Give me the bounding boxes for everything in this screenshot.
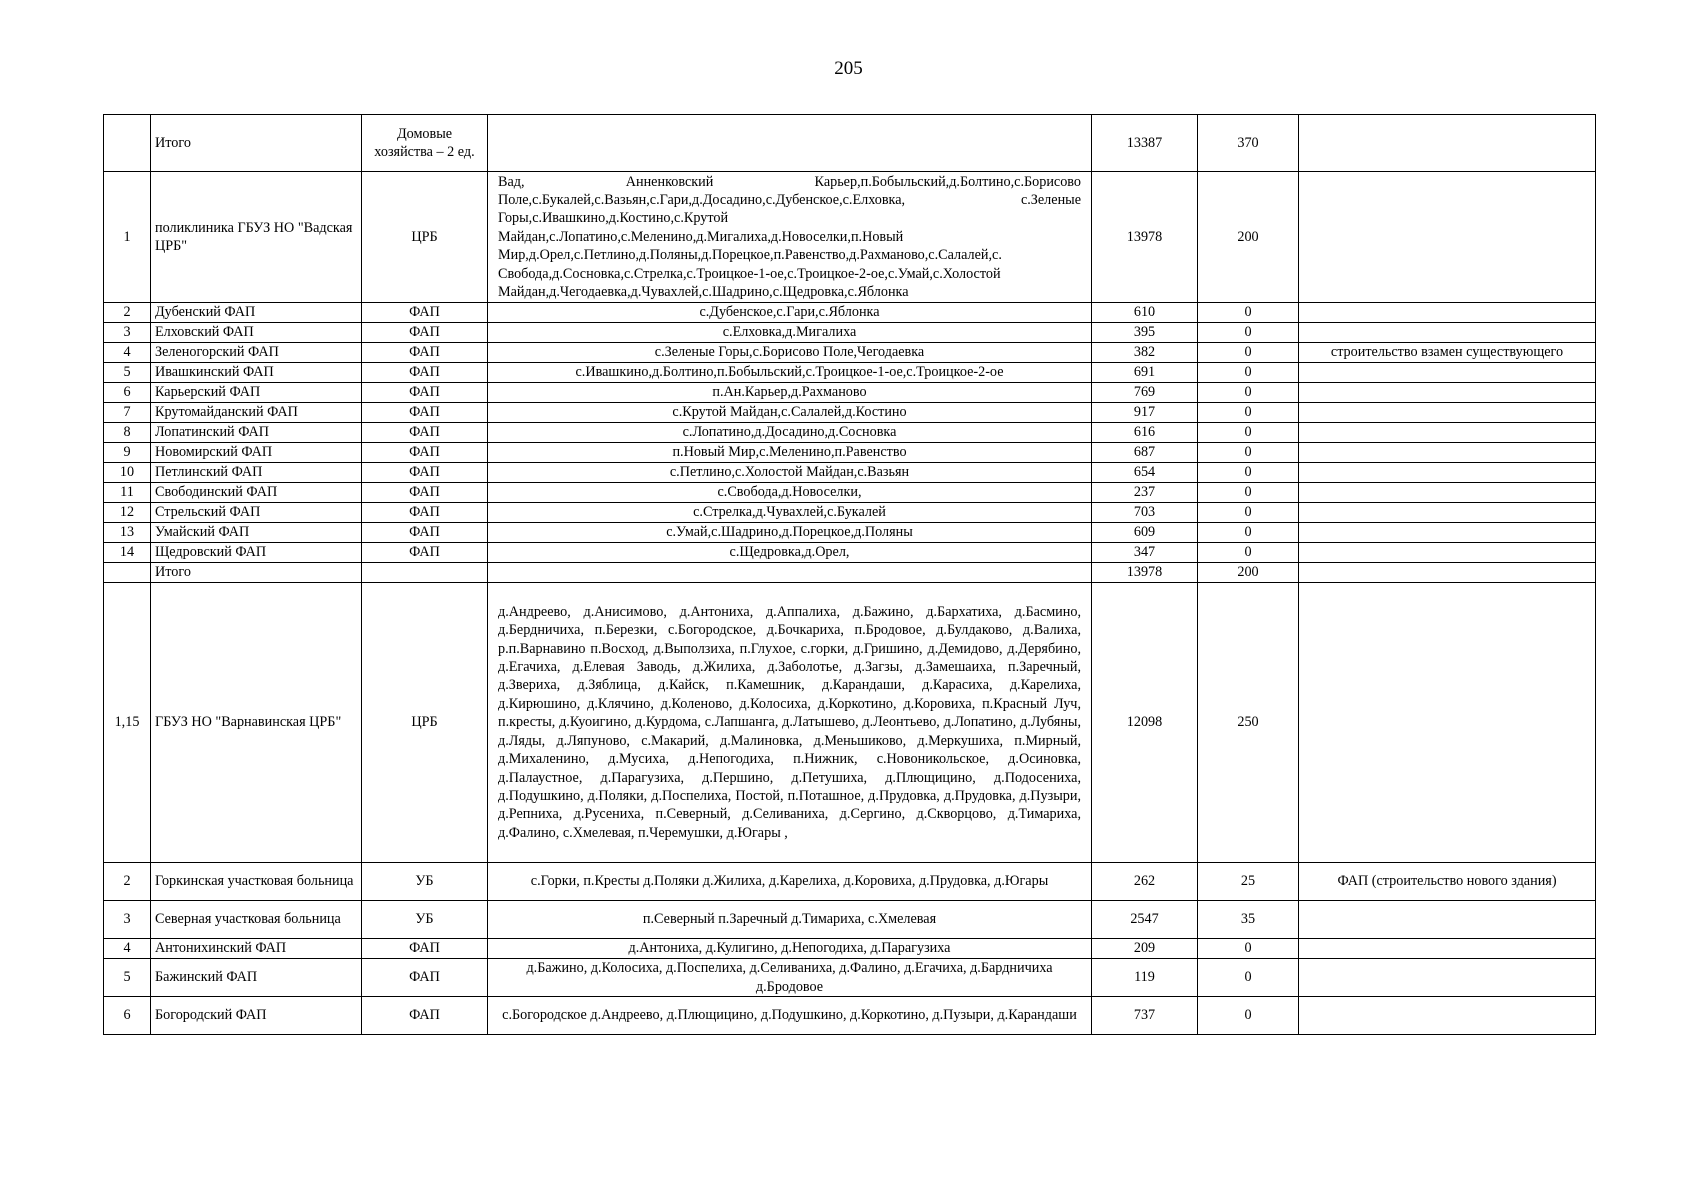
distance-value: 0 [1198, 423, 1299, 443]
facility-name: Дубенский ФАП [151, 303, 362, 323]
villages-list: п.Ан.Карьер,д.Рахманово [488, 383, 1092, 403]
distance-value: 0 [1198, 363, 1299, 383]
population-value: 12098 [1092, 583, 1198, 863]
population-value: 209 [1092, 939, 1198, 959]
distance-value: 0 [1198, 959, 1299, 997]
row-number: 5 [104, 363, 151, 383]
facility-name: Петлинский ФАП [151, 463, 362, 483]
table-row [104, 863, 1596, 901]
facility-name: Горкинская участковая больница [151, 863, 362, 901]
facility-name: Елховский ФАП [151, 323, 362, 343]
table-row [104, 563, 1596, 583]
note-text: строительство взамен существующего [1299, 343, 1596, 363]
row-number: 9 [104, 443, 151, 463]
population-value: 119 [1092, 959, 1198, 997]
facility-name: Зеленогорский ФАП [151, 343, 362, 363]
table-row [104, 939, 1596, 959]
population-value: 382 [1092, 343, 1198, 363]
population-value: 13978 [1092, 563, 1198, 583]
note-text [1299, 443, 1596, 463]
facility-type: ФАП [362, 997, 488, 1035]
distance-value: 35 [1198, 901, 1299, 939]
facility-name: Свободинский ФАП [151, 483, 362, 503]
distance-value: 0 [1198, 997, 1299, 1035]
villages-list: с.Лопатино,д.Досадино,д.Сосновка [488, 423, 1092, 443]
note-text [1299, 997, 1596, 1035]
facility-type: ФАП [362, 543, 488, 563]
distance-value: 0 [1198, 523, 1299, 543]
facility-name: Ивашкинский ФАП [151, 363, 362, 383]
table-body [104, 115, 1596, 1035]
row-number [104, 563, 151, 583]
table-row [104, 323, 1596, 343]
row-number: 8 [104, 423, 151, 443]
note-text [1299, 563, 1596, 583]
population-value: 347 [1092, 543, 1198, 563]
distance-value: 0 [1198, 503, 1299, 523]
facility-name: Крутомайданский ФАП [151, 403, 362, 423]
row-number: 12 [104, 503, 151, 523]
facility-type: ФАП [362, 343, 488, 363]
facility-name: Стрельский ФАП [151, 503, 362, 523]
villages-list: с.Дубенское,с.Гари,с.Яблонка [488, 303, 1092, 323]
table-row [104, 483, 1596, 503]
facility-type: УБ [362, 863, 488, 901]
distance-value: 0 [1198, 483, 1299, 503]
facility-type: ФАП [362, 383, 488, 403]
population-value: 616 [1092, 423, 1198, 443]
note-text [1299, 503, 1596, 523]
note-text [1299, 523, 1596, 543]
note-text [1299, 939, 1596, 959]
row-number: 3 [104, 901, 151, 939]
table-row [104, 303, 1596, 323]
facility-name: Умайский ФАП [151, 523, 362, 543]
distance-value: 370 [1198, 115, 1299, 172]
facility-type: ФАП [362, 939, 488, 959]
table-row [104, 363, 1596, 383]
distance-value: 0 [1198, 543, 1299, 563]
population-value: 917 [1092, 403, 1198, 423]
facility-type: ФАП [362, 423, 488, 443]
distance-value: 200 [1198, 172, 1299, 303]
row-number: 6 [104, 383, 151, 403]
facility-name: Карьерский ФАП [151, 383, 362, 403]
note-text [1299, 303, 1596, 323]
population-value: 703 [1092, 503, 1198, 523]
facilities-table [103, 114, 1596, 1035]
facility-name: Щедровский ФАП [151, 543, 362, 563]
villages-list: с.Щедровка,д.Орел, [488, 543, 1092, 563]
facility-type: ФАП [362, 463, 488, 483]
table-row [104, 901, 1596, 939]
distance-value: 0 [1198, 443, 1299, 463]
villages-list: с.Петлино,с.Холостой Майдан,с.Вазьян [488, 463, 1092, 483]
note-text [1299, 323, 1596, 343]
row-number: 7 [104, 403, 151, 423]
population-value: 262 [1092, 863, 1198, 901]
table-row [104, 343, 1596, 363]
row-number: 2 [104, 863, 151, 901]
villages-list: д.Бажино, д.Колосиха, д.Поспелиха, д.Селиваниха, д.Фалино, д.Егачиха, д.Бардничиха д.Бродовое [488, 959, 1092, 997]
row-number: 11 [104, 483, 151, 503]
facility-type: ФАП [362, 523, 488, 543]
villages-list: п.Новый Мир,с.Меленино,п.Равенство [488, 443, 1092, 463]
distance-value: 200 [1198, 563, 1299, 583]
villages-list: с.Свобода,д.Новоселки, [488, 483, 1092, 503]
population-value: 2547 [1092, 901, 1198, 939]
row-number: 13 [104, 523, 151, 543]
note-text [1299, 959, 1596, 997]
villages-list: с.Крутой Майдан,с.Салалей,д.Костино [488, 403, 1092, 423]
facility-type: ФАП [362, 959, 488, 997]
distance-value: 0 [1198, 343, 1299, 363]
table-row [104, 172, 1596, 303]
population-value: 654 [1092, 463, 1198, 483]
facility-name: Северная участковая больница [151, 901, 362, 939]
villages-list: с.Ивашкино,д.Болтино,п.Бобыльский,с.Троицкое-1-ое,с.Троицкое-2-ое [488, 363, 1092, 383]
facility-name: Лопатинский ФАП [151, 423, 362, 443]
table-row [104, 523, 1596, 543]
villages-list: с.Зеленые Горы,с.Борисово Поле,Чегодаевка [488, 343, 1092, 363]
villages-list: с.Умай,с.Шадрино,д.Порецкое,д.Поляны [488, 523, 1092, 543]
facility-type: ФАП [362, 443, 488, 463]
population-value: 395 [1092, 323, 1198, 343]
table-row [104, 115, 1596, 172]
villages-list: Вад, Анненковский Карьер,п.Бобыльский,д.Болтино,с.Борисово Поле,с.Букалей,с.Вазьян,с.Гари,д.Досадино,с.Дубенское,с.Елховка, с.Зеленые Горы,с.Ивашкино,д.Костино,с.Крутой Майдан,с.Лопатино,с.Меленино,д.Мигалиха,д.Новоселки,п.Новый Мир,д.Орел,с.Петлино,д.Поляны,д.Порецкое,п.Равенство,д.Рахманово,с.Салалей,с. Свобода,д.Сосновка,с.Стрелка,с.Троицкое-1-ое,с.Троицкое-2-ое,с.Умай,с.Холостой Майдан,д.Чегодаевка,д.Чувахлей,с.Шадрино,с.Щедровка,с.Яблонка [488, 172, 1092, 303]
facility-name: Богородский ФАП [151, 997, 362, 1035]
table-row [104, 443, 1596, 463]
distance-value: 0 [1198, 383, 1299, 403]
population-value: 691 [1092, 363, 1198, 383]
distance-value: 0 [1198, 939, 1299, 959]
note-text [1299, 483, 1596, 503]
facility-type: Домовые хозяйства – 2 ед. [362, 115, 488, 172]
villages-list [488, 115, 1092, 172]
facility-name: Итого [151, 115, 362, 172]
note-text [1299, 423, 1596, 443]
facility-type: ФАП [362, 403, 488, 423]
note-text: ФАП (строительство нового здания) [1299, 863, 1596, 901]
villages-list: п.Северный п.Заречный д.Тимариха, с.Хмелевая [488, 901, 1092, 939]
facility-name: Новомирский ФАП [151, 443, 362, 463]
note-text [1299, 543, 1596, 563]
villages-list: с.Горки, п.Кресты д.Поляки д.Жилиха, д.Карелиха, д.Коровиха, д.Прудовка, д.Югары [488, 863, 1092, 901]
note-text [1299, 463, 1596, 483]
table-row [104, 463, 1596, 483]
population-value: 609 [1092, 523, 1198, 543]
table-row [104, 503, 1596, 523]
row-number: 14 [104, 543, 151, 563]
facility-type: ФАП [362, 303, 488, 323]
facility-type: ЦРБ [362, 583, 488, 863]
table-row [104, 403, 1596, 423]
facility-name: ГБУЗ НО "Варнавинская ЦРБ" [151, 583, 362, 863]
facility-name: Итого [151, 563, 362, 583]
row-number: 1 [104, 172, 151, 303]
population-value: 610 [1092, 303, 1198, 323]
note-text [1299, 115, 1596, 172]
facility-type: УБ [362, 901, 488, 939]
note-text [1299, 363, 1596, 383]
distance-value: 0 [1198, 303, 1299, 323]
population-value: 769 [1092, 383, 1198, 403]
row-number: 4 [104, 939, 151, 959]
note-text [1299, 172, 1596, 303]
note-text [1299, 901, 1596, 939]
villages-list: с.Елховка,д.Мигалиха [488, 323, 1092, 343]
page-number: 205 [834, 58, 863, 79]
note-text [1299, 583, 1596, 863]
population-value: 13387 [1092, 115, 1198, 172]
facility-name: поликлиника ГБУЗ НО "Вадская ЦРБ" [151, 172, 362, 303]
row-number: 1,15 [104, 583, 151, 863]
facility-type [362, 563, 488, 583]
villages-list: с.Богородское д.Андреево, д.Плющицино, д.Подушкино, д.Коркотино, д.Пузыри, д.Карандаши [488, 997, 1092, 1035]
row-number: 5 [104, 959, 151, 997]
row-number: 4 [104, 343, 151, 363]
population-value: 687 [1092, 443, 1198, 463]
row-number: 3 [104, 323, 151, 343]
facility-name: Бажинский ФАП [151, 959, 362, 997]
row-number: 6 [104, 997, 151, 1035]
distance-value: 250 [1198, 583, 1299, 863]
note-text [1299, 403, 1596, 423]
note-text [1299, 383, 1596, 403]
population-value: 237 [1092, 483, 1198, 503]
villages-list: д.Андреево, д.Анисимово, д.Антониха, д.Аппалиха, д.Бажино, д.Бархатиха, д.Басмино, д.Бердничиха, п.Березки, с.Богородское, д.Бочкариха, п.Бродовое, д.Булдаково, д.Валиха, р.п.Варнавино п.Восход, д.Выползиха, п.Глухое, с.горки, д.Гришино, д.Демидово, д.Дерябино, д.Егачиха, д.Елевая Заводь, д.Жилиха, д.Заболотье, д.Загзы, д.Замешаиха, п.Заречный, д.Звериха, д.Зяблица, д.Кайск, п.Камешник, д.Карандаши, д.Карасиха, д.Карелиха, д.Кирюшино, д.Клячино, д.Коленово, д.Колосиха, д.Коркотино, д.Коровиха, п.Красный Луч, п.кресты, д.Куоигино, д.Курдома, с.Лапшанга, д.Латышево, д.Леонтьево, д.Лопатино, д.Лубяны, д.Ляды, д.Ляпуново, с.Макарий, д.Малиновка, д.Меньшиково, д.Меркушиха, п.Мирный, д.Михаленино, д.Мусиха, д.Непогодиха, п.Нижник, с.Новоникольское, д.Осиновка, д.Палаустное, д.Парагузиха, д.Першино, д.Петушиха, д.Плющицино, д.Подосениха, д.Подушкино, д.Поляки, д.Поспелиха, Постой, п.Поташное, д.Прудовка, д.Прудовка, д.Пузыри, д.Репниха, д.Русениха, п.Северный, д.Селиваниха, д.Сергино, д.Скворцово, д.Тимариха, д.Фалино, с.Хмелевая, п.Черемушки, д.Югары , [488, 583, 1092, 863]
table-row [104, 423, 1596, 443]
facility-type: ФАП [362, 363, 488, 383]
villages-list [488, 563, 1092, 583]
table-row [104, 543, 1596, 563]
facility-type: ЦРБ [362, 172, 488, 303]
villages-list: с.Стрелка,д.Чувахлей,с.Букалей [488, 503, 1092, 523]
table-row [104, 959, 1596, 997]
facility-name: Антонихинский ФАП [151, 939, 362, 959]
facility-type: ФАП [362, 483, 488, 503]
distance-value: 25 [1198, 863, 1299, 901]
table-row [104, 997, 1596, 1035]
villages-list: д.Антониха, д.Кулигино, д.Непогодиха, д.Парагузиха [488, 939, 1092, 959]
table-row [104, 583, 1596, 863]
row-number: 10 [104, 463, 151, 483]
distance-value: 0 [1198, 403, 1299, 423]
facility-type: ФАП [362, 323, 488, 343]
distance-value: 0 [1198, 323, 1299, 343]
row-number: 2 [104, 303, 151, 323]
distance-value: 0 [1198, 463, 1299, 483]
facility-type: ФАП [362, 503, 488, 523]
row-number [104, 115, 151, 172]
table-row [104, 383, 1596, 403]
population-value: 13978 [1092, 172, 1198, 303]
population-value: 737 [1092, 997, 1198, 1035]
